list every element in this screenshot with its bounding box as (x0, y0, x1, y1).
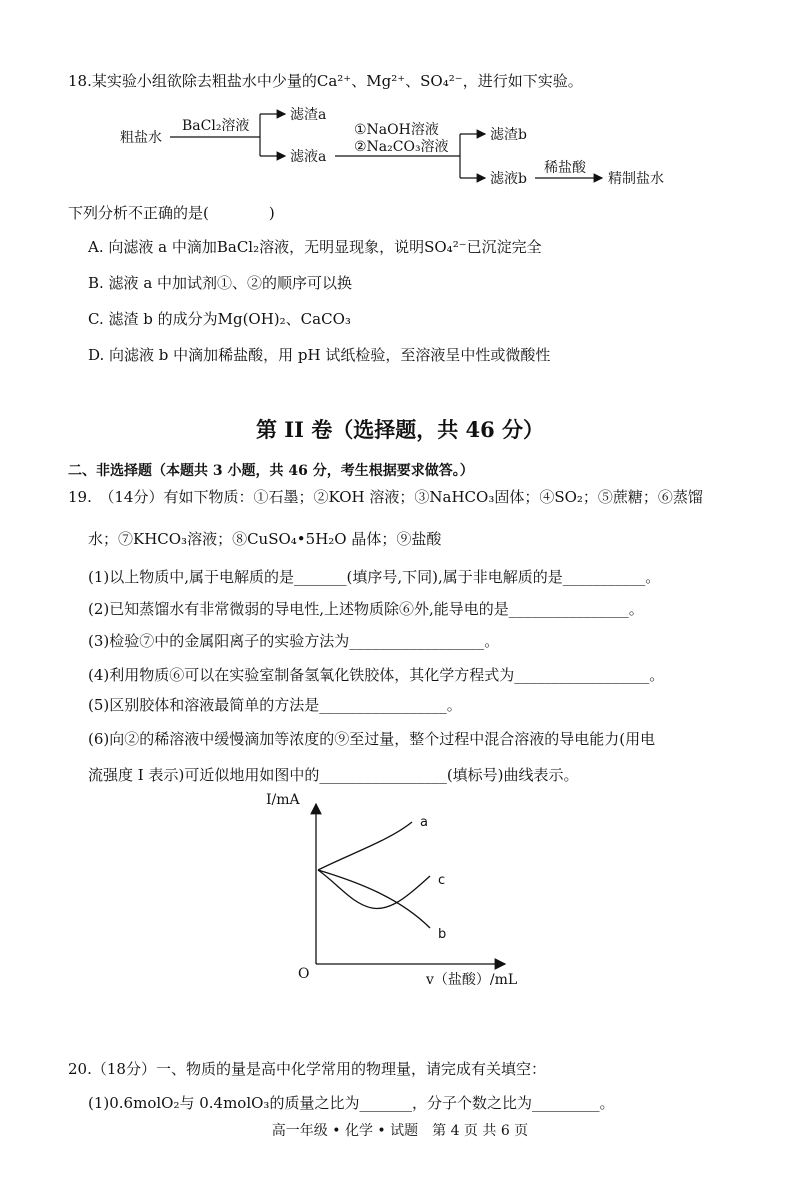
curve-b-label: b (438, 927, 447, 942)
page-footer: 高一年级 • 化学 • 试题 第 4 页 共 6 页 (271, 1123, 529, 1139)
curve-b (318, 870, 430, 928)
curve-a (318, 822, 412, 870)
q19-sub-3: (3)检验⑦中的金属阳离子的实验方法为__________________。 (88, 632, 500, 650)
q20-line-1: 20.（18分）一、物质的量是高中化学常用的物理量，请完成有关填空： (68, 1060, 546, 1078)
flow-reagent3: 稀盐酸 (544, 160, 586, 176)
y-axis-label: I/mA (266, 792, 300, 808)
flow-reagent2-2: ②Na₂CO₃溶液 (354, 139, 449, 155)
origin-label: O (298, 966, 310, 982)
curve-c-label: c (438, 873, 446, 888)
flow-filtrate-b: 滤液b (490, 171, 527, 187)
q18-option-b: B. 滤液 a 中加试剂①、②的顺序可以换 (88, 274, 353, 292)
conductivity-graph (260, 792, 550, 992)
flow-start: 粗盐水 (120, 130, 162, 146)
q19-sub-4: (4)利用物质⑥可以在实验室制备氢氧化铁胶体，其化学方程式为__________________。 (88, 666, 665, 684)
q19-line-1: 19. （14分）有如下物质：①石墨；②KOH 溶液；③NaHCO₃固体；④SO₂；⑤蔗糖；⑥蒸馏 (68, 488, 703, 506)
flow-reagent2-1: ①NaOH溶液 (354, 122, 439, 138)
q18-stem: 18.某实验小组欲除去粗盐水中少量的Ca²⁺、Mg²⁺、SO₄²⁻，进行如下实验。 (68, 72, 583, 90)
q18-option-d: D. 向滤液 b 中滴加稀盐酸，用 pH 试纸检验，至溶液呈中性或微酸性 (88, 346, 551, 364)
q19-sub-5: (5)区别胶体和溶液最简单的方法是_________________。 (88, 696, 462, 714)
q20-line-2: (1)0.6molO₂与 0.4molO₃的质量之比为_______，分子个数之比为_________。 (88, 1094, 615, 1112)
flow-residue-b: 滤渣b (490, 127, 527, 143)
flow-reagent1: BaCl₂溶液 (182, 118, 250, 134)
q19-sub-1: (1)以上物质中,属于电解质的是_______(填序号,下同),属于非电解质的是___________。 (88, 568, 661, 586)
q18-option-c: C. 滤渣 b 的成分为Mg(OH)₂、CaCO₃ (88, 310, 351, 328)
q19-sub-6: (6)向②的稀溶液中缓慢滴加等浓度的⑨至过量，整个过程中混合溶液的导电能力(用电 (88, 730, 656, 748)
q19-sub-7: 流强度 I 表示)可近似地用如图中的_________________(填标号)曲线表示。 (88, 766, 579, 784)
flow-residue-a: 滤渣a (290, 107, 327, 123)
flow-filtrate-a: 滤液a (290, 149, 327, 165)
q18-prompt: 下列分析不正确的是( ) (68, 204, 275, 222)
q19-line-2: 水；⑦KHCO₃溶液；⑧CuSO₄•5H₂O 晶体；⑨盐酸 (88, 530, 442, 548)
section-subtitle: 二、非选择题（本题共 3 小题，共 46 分，考生根据要求做答。） (68, 463, 474, 479)
flow-diagram (120, 104, 720, 196)
flow-product: 精制盐水 (608, 171, 664, 187)
q18-option-a: A. 向滤液 a 中滴加BaCl₂溶液，无明显现象，说明SO₄²⁻已沉淀完全 (88, 238, 542, 256)
section-title: 第 II 卷（选择题，共 46 分） (255, 417, 545, 442)
q19-sub-2: (2)已知蒸馏水有非常微弱的导电性,上述物质除⑥外,能导电的是________________。 (88, 600, 644, 618)
x-axis-label: v（盐酸）/mL (426, 972, 518, 988)
curve-a-label: a (420, 815, 428, 830)
